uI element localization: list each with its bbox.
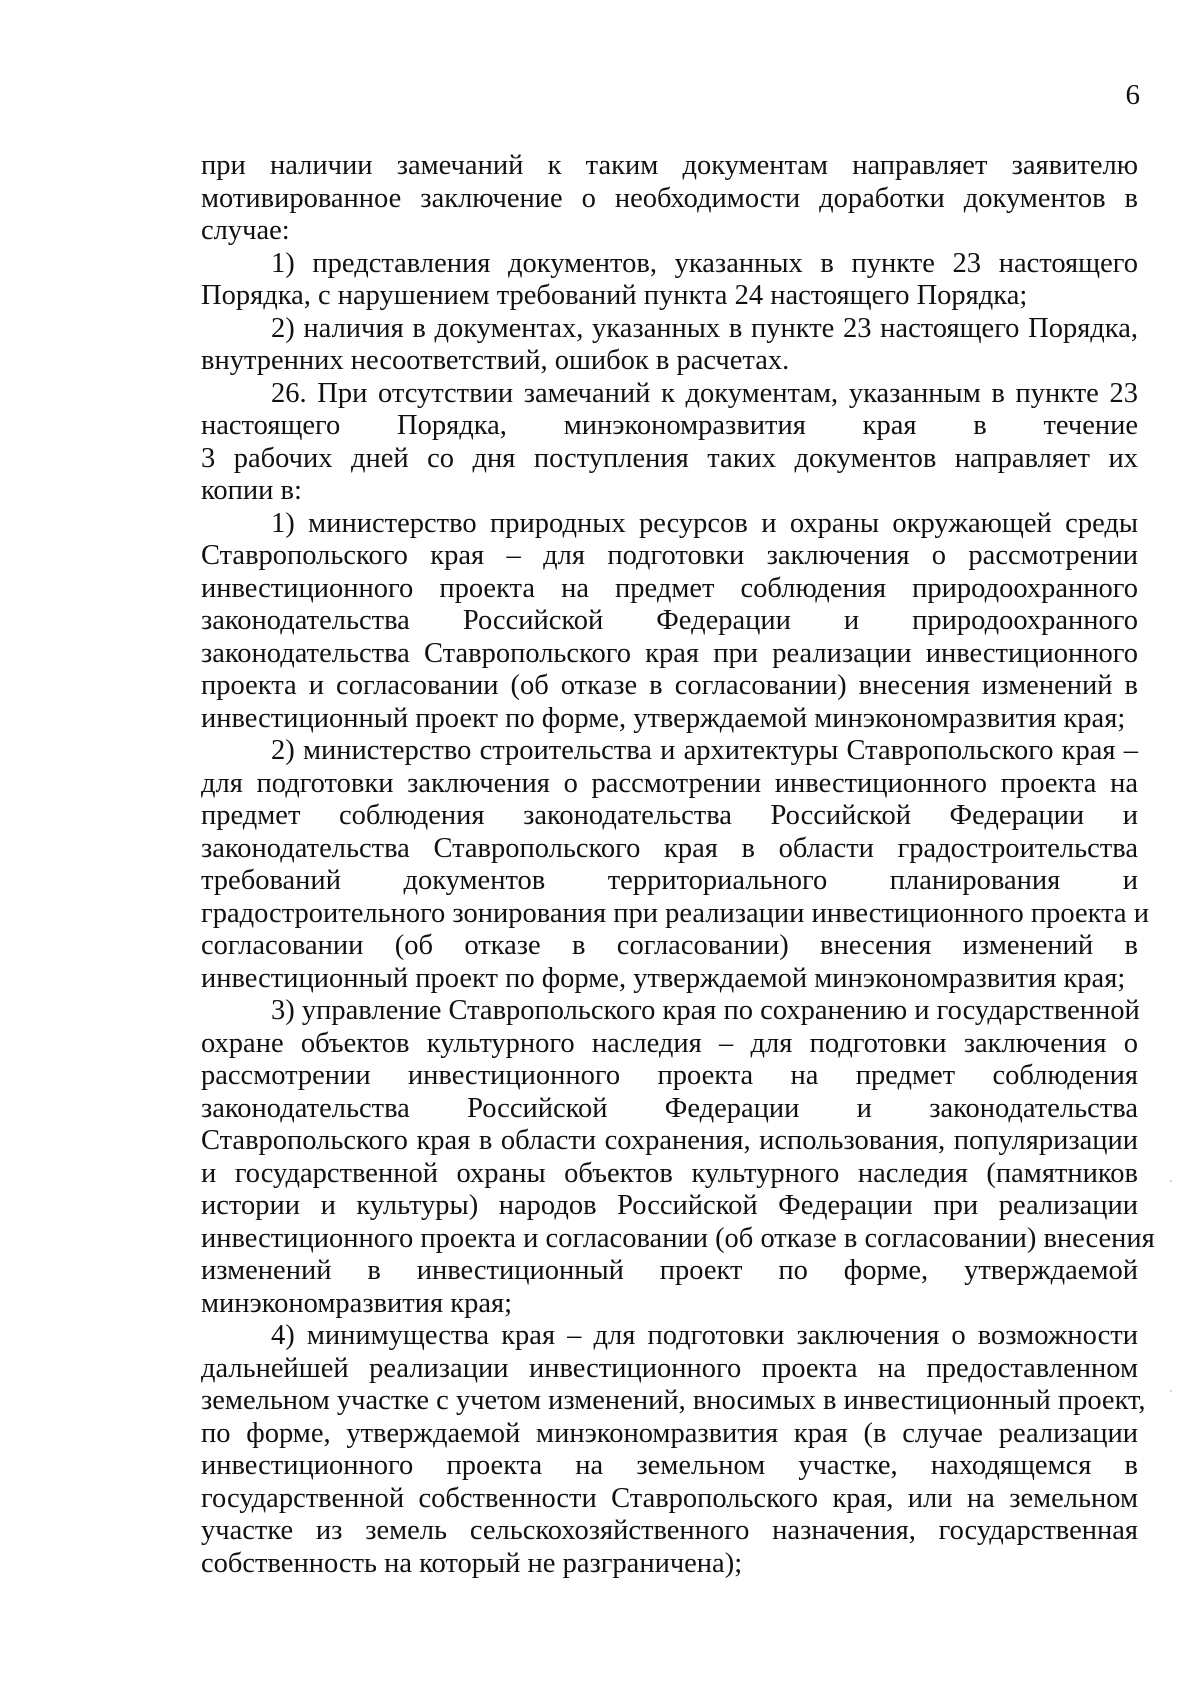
text-line: участке из земель сельскохозяйственного назначения, государственная	[201, 1515, 1138, 1546]
paragraph-item-heritage-office	[201, 995, 1155, 1320]
text-line: при наличии замечаний к таким документам направляет заявителю	[201, 150, 1138, 181]
paragraph-item-ministry-nature	[201, 508, 1138, 736]
page-number: 6	[1125, 79, 1140, 111]
text-line: 4) минимущества края – для подготовки заключения о возможности	[271, 1320, 1138, 1351]
text-line: земельном участке с учетом изменений, вносимых в инвестиционный проект,	[201, 1385, 1146, 1416]
text-line: настоящего Порядка, минэкономразвития края в течение	[201, 410, 1138, 441]
text-line: случае:	[201, 215, 290, 246]
text-line: Ставропольского края – для подготовки заключения о рассмотрении	[201, 540, 1138, 571]
paragraph-item-2	[201, 313, 1138, 378]
text-line: мотивированное заключение о необходимости доработки документов в	[201, 182, 1138, 214]
text-line: 2) министерство строительства и архитектуры Ставропольского края –	[271, 735, 1138, 766]
document-body	[201, 150, 1155, 1580]
text-line: Порядка, с нарушением требований пункта 24 настоящего Порядка;	[201, 280, 1028, 311]
text-line: законодательства Российской Федерации и природоохранного	[201, 605, 1138, 636]
text-line: инвестиционного проекта и согласовании (об отказе в согласовании) внесения	[201, 1222, 1155, 1254]
text-line: 1) министерство природных ресурсов и охраны окружающей среды	[271, 507, 1138, 539]
paragraph-item-property-ministry	[201, 1320, 1146, 1580]
text-line: изменений в инвестиционный проект по форме, утверждаемой	[201, 1255, 1138, 1286]
text-line: охране объектов культурного наследия – для подготовки заключения о	[201, 1027, 1138, 1059]
text-line: Ставропольского края в области сохранения, использования, популяризации	[201, 1125, 1138, 1156]
text-line: минэкономразвития края;	[201, 1287, 512, 1319]
text-line: инвестиционный проект по форме, утверждаемой минэкономразвития края;	[201, 702, 1126, 734]
text-line: дальнейшей реализации инвестиционного проекта на предоставленном	[201, 1352, 1138, 1384]
scan-speck	[1170, 1180, 1172, 1182]
text-line: градостроительного зонирования при реализации инвестиционного проекта и	[201, 897, 1149, 929]
text-line: инвестиционный проект по форме, утверждаемой минэкономразвития края;	[201, 962, 1126, 994]
text-line: 2) наличия в документах, указанных в пункте 23 настоящего Порядка,	[271, 312, 1138, 344]
paragraph-continuation	[201, 150, 1138, 248]
text-line: копии в:	[201, 475, 302, 506]
text-line: рассмотрении инвестиционного проекта на предмет соблюдения	[201, 1060, 1138, 1091]
text-line: 3) управление Ставропольского края по сохранению и государственной	[271, 995, 1140, 1026]
text-line: 1) представления документов, указанных в пункте 23 настоящего	[271, 247, 1138, 279]
text-line: законодательства Ставропольского края при реализации инвестиционного	[201, 637, 1138, 669]
text-line: проекта и согласовании (об отказе в согласовании) внесения изменений в	[201, 670, 1138, 701]
text-line: государственной собственности Ставропольского края, или на земельном	[201, 1482, 1138, 1514]
text-line: внутренних несоответствий, ошибок в расчетах.	[201, 345, 790, 376]
paragraph-item-ministry-construction	[201, 735, 1149, 995]
scan-speck	[1170, 1390, 1172, 1392]
text-line: законодательства Российской Федерации и законодательства	[201, 1092, 1138, 1124]
text-line: и государственной охраны объектов культурного наследия (памятников	[201, 1157, 1138, 1189]
text-line: по форме, утверждаемой минэкономразвития края (в случае реализации	[201, 1417, 1138, 1449]
text-line: собственность на который не разграничена);	[201, 1547, 743, 1579]
text-line: предмет соблюдения законодательства Российской Федерации и	[201, 800, 1138, 831]
text-line: законодательства Ставропольского края в области градостроительства	[201, 832, 1138, 864]
text-line: 3 рабочих дней со дня поступления таких документов направляет их	[201, 442, 1138, 474]
text-line: истории и культуры) народов Российской Федерации при реализации	[201, 1190, 1138, 1221]
text-line: инвестиционного проекта на земельном участке, находящемся в	[201, 1450, 1138, 1481]
text-line: инвестиционного проекта на предмет соблюдения природоохранного	[201, 572, 1138, 604]
text-line: требований документов территориального планирования и	[201, 865, 1138, 896]
paragraph-clause-26	[201, 378, 1138, 508]
text-line: 26. При отсутствии замечаний к документам, указанным в пункте 23	[271, 377, 1138, 409]
paragraph-item-1	[201, 248, 1138, 313]
text-line: согласовании (об отказе в согласовании) внесения изменений в	[201, 930, 1138, 961]
text-line: для подготовки заключения о рассмотрении инвестиционного проекта на	[201, 767, 1138, 799]
